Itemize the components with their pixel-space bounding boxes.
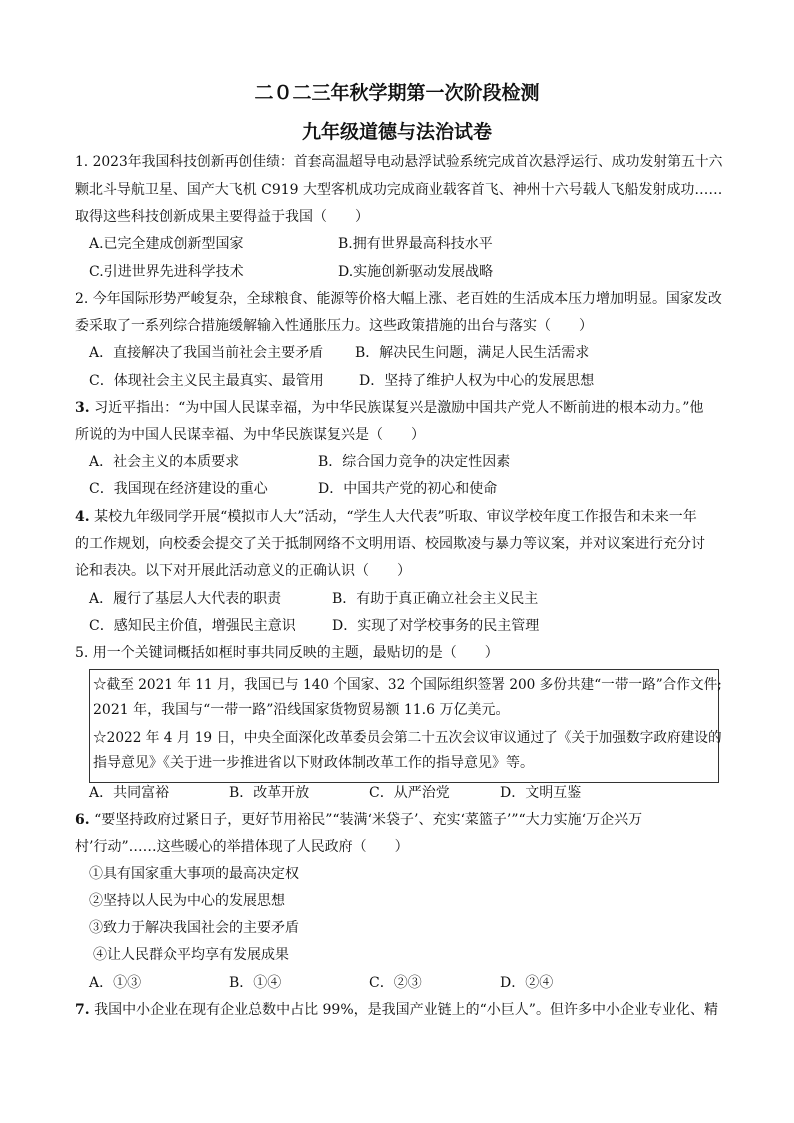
q1-option-c: C.引进世界先进科学技术 xyxy=(89,264,244,280)
q3-option-b: B．综合国力竞争的决定性因素 xyxy=(318,454,511,470)
exam-subtitle: 九年级道德与法治试卷 xyxy=(301,121,492,143)
q3-number: 3. xyxy=(75,400,90,416)
q1-stem-line1: 1. 2023年我国科技创新再创佳绩：首套高温超导电动悬浮试验系统完成首次悬浮运行、成功发射第五十六 xyxy=(75,154,723,170)
q6-statement-4: ④让人民群众平均享有发展成果 xyxy=(93,947,289,963)
q7-number: 7. xyxy=(75,1002,90,1018)
q1-option-d: D.实施创新驱动发展战略 xyxy=(338,264,494,280)
q6-statement-2: ②坚持以人民为中心的发展思想 xyxy=(89,893,285,909)
q2-stem-line1: 2. 今年国际形势严峻复杂，全球粮食、能源等价格大幅上涨、老百姓的生活成本压力增加明显。国家发改 xyxy=(75,291,722,307)
q6-option-c: C．②③ xyxy=(369,975,422,991)
exam-title: 二０二三年秋学期第一次阶段检测 xyxy=(254,82,540,104)
q7-stem-text: 我国中小企业在现有企业总数中占比 99%，是我国产业链上的“小巨人”。但许多中小企业专业化、精 xyxy=(89,1002,718,1018)
q4-number: 4. xyxy=(75,509,90,525)
q5-material-line1: ☆截至 2021 年 11 月，我国已与 140 个国家、32 个国际组织签署 200 多份共建“一带一路”合作文件; xyxy=(93,677,722,693)
q4-stem-line1 xyxy=(75,507,697,527)
q6-option-a: A．①③ xyxy=(89,975,142,991)
q4-stem-line2: 的工作规划，向校委会提交了关于抵制网络不文明用语、校园欺凌与暴力等议案，并对议案进行充分讨 xyxy=(75,536,705,552)
q7-stem-line1 xyxy=(75,1000,718,1020)
q6-stem-text: “要坚持政府过紧日子，更好节用裕民”“装满‘米袋子’、充实‘菜篮子’”“大力实施‘万企兴万 xyxy=(89,812,643,828)
q6-statement-1: ①具有国家重大事项的最高决定权 xyxy=(89,866,299,882)
q5-option-b: B．改革开放 xyxy=(229,785,310,801)
q4-stem-line3: 论和表决。以下对开展此活动意义的正确认识（ ） xyxy=(75,563,411,579)
q2-option-c: C．体现社会主义民主最真实、最管用 xyxy=(89,373,324,389)
q4-option-a: A．履行了基层人大代表的职责 xyxy=(89,591,282,607)
q6-statement-3: ③致力于解决我国社会的主要矛盾 xyxy=(89,920,299,936)
q6-option-b: B．①④ xyxy=(229,975,282,991)
q5-material-line2: 2021 年，我国与“一带一路”沿线国家货物贸易额 11.6 万亿美元。 xyxy=(93,702,510,718)
q2-stem-line2: 委采取了一系列综合措施缓解输入性通胀压力。这些政策措施的出台与落实（ ） xyxy=(75,318,593,334)
q1-stem-line3: 取得这些科技创新成果主要得益于我国（ ） xyxy=(75,209,369,225)
q2-option-a: A．直接解决了我国当前社会主要矛盾 xyxy=(89,345,324,361)
q5-option-c: C．从严治党 xyxy=(369,785,450,801)
q5-option-d: D．文明互鉴 xyxy=(500,785,582,801)
q3-stem-text: 习近平指出：“为中国人民谋幸福，为中华民族谋复兴是激励中国共产党人不断前进的根本动力。”他 xyxy=(89,400,704,416)
q3-stem-line2: 所说的为中国人民谋幸福、为中华民族谋复兴是（ ） xyxy=(75,427,425,443)
q4-option-d: D．实现了对学校事务的民主管理 xyxy=(332,618,540,634)
q3-option-c: C．我国现在经济建设的重心 xyxy=(89,481,268,497)
q6-number: 6. xyxy=(75,812,90,828)
q4-option-b: B．有助于真正确立社会主义民主 xyxy=(332,591,539,607)
q1-option-b: B.拥有世界最高科技水平 xyxy=(338,236,493,252)
q3-option-d: D．中国共产党的初心和使命 xyxy=(318,481,498,497)
q1-stem-line2: 颗北斗导航卫星、国产大飞机 C919 大型客机成功完成商业载客首飞、神州十六号载人飞船发射成功…… xyxy=(75,182,723,198)
q3-option-a: A．社会主义的本质要求 xyxy=(89,454,240,470)
q2-option-d: D．坚持了维护人权为中心的发展思想 xyxy=(359,373,595,389)
q5-material-line3: ☆2022 年 4 月 19 日，中央全面深化改革委员会第二十五次会议审议通过了《关于加强数字政府建设的 xyxy=(93,730,722,746)
q4-stem-text: 某校九年级同学开展“模拟市人大”活动，“学生人大代表”听取、审议学校年度工作报告和未来一年 xyxy=(89,509,697,525)
q5-stem-line1: 5. 用一个关键词概括如框时事共同反映的主题，最贴切的是（ ） xyxy=(75,645,499,661)
q1-option-a: A.已完全建成创新型国家 xyxy=(89,236,244,252)
q6-option-d: D．②④ xyxy=(500,975,554,991)
q4-option-c: C．感知民主价值，增强民主意识 xyxy=(89,618,296,634)
q5-material-line4: 指导意见》《关于进一步推进省以下财政体制改革工作的指导意见》等。 xyxy=(93,755,534,771)
q6-stem-line2: 村’行动”……这些暖心的举措体现了人民政府（ ） xyxy=(75,839,409,855)
q6-stem-line1 xyxy=(75,810,642,830)
q3-stem-line1 xyxy=(75,398,703,418)
q2-option-b: B．解决民生问题，满足人民生活需求 xyxy=(355,345,590,361)
q5-option-a: A．共同富裕 xyxy=(89,785,170,801)
